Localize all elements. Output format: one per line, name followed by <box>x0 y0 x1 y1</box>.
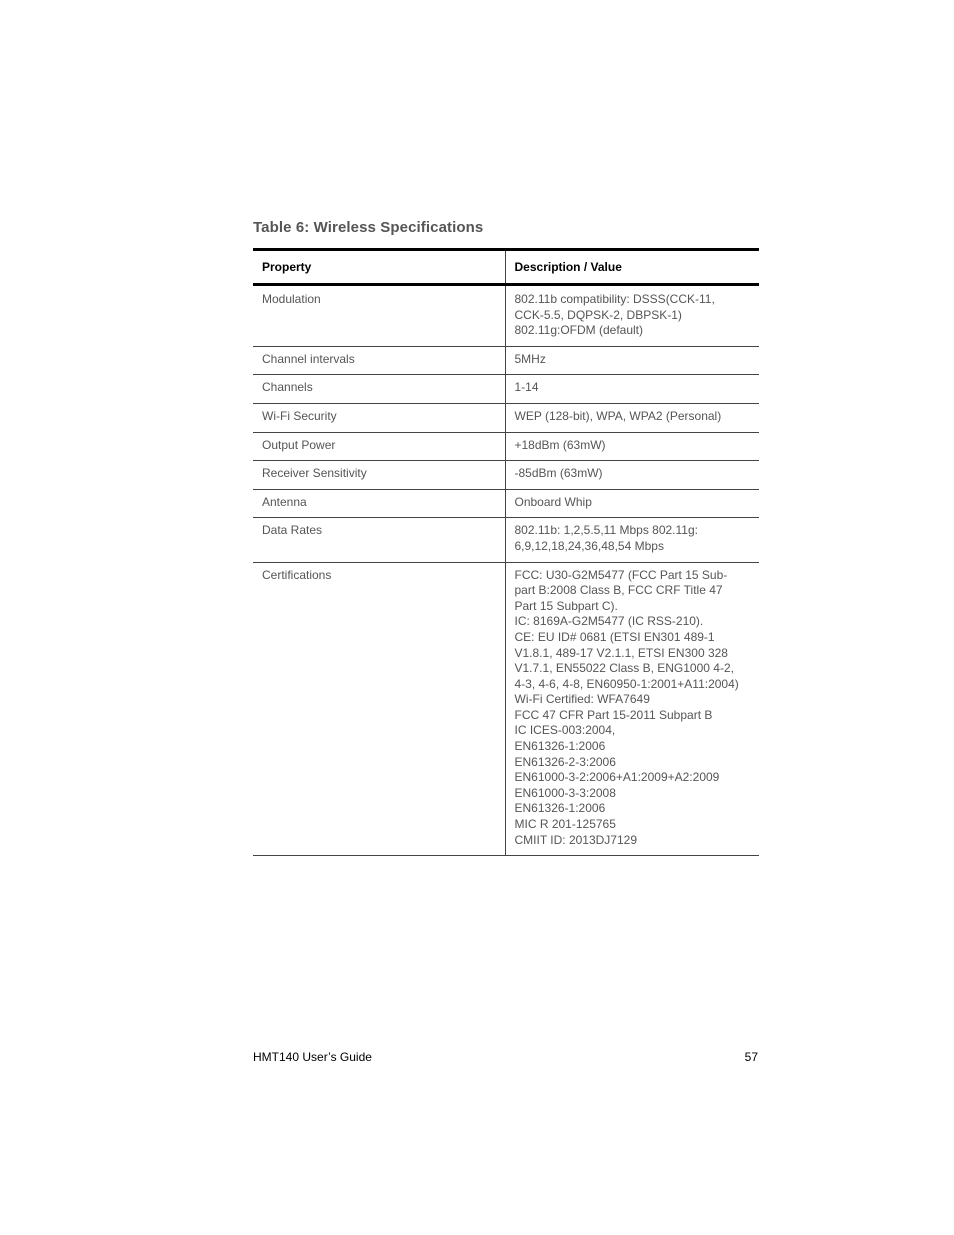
value-cell <box>505 403 759 432</box>
value-line: EN61000-3-3:2008 <box>514 785 616 800</box>
value-line: 802.11b compatibility: DSSS(CCK-11, <box>514 292 715 306</box>
value-line: CE: EU ID# 0681 (ETSI EN301 489-1 <box>514 629 715 644</box>
value-cell <box>505 375 759 404</box>
property-cell: Data Rates <box>253 518 505 562</box>
value-cell <box>505 432 759 461</box>
table-row-certifications <box>253 562 759 856</box>
footer-document-title: HMT140 User’s Guide <box>253 1050 372 1064</box>
property-cell: Certifications <box>253 562 505 856</box>
table-row-wifi-security <box>253 403 759 432</box>
table-row-receiver-sensitivity <box>253 461 759 490</box>
value-line: 802.11g:OFDM (default) <box>514 323 644 338</box>
wireless-specifications-table <box>253 248 759 856</box>
value-line: WEP (128-bit), WPA, WPA2 (Personal) <box>514 408 722 423</box>
value-cell <box>505 461 759 490</box>
column-header-property: Property <box>253 250 505 285</box>
value-line: -85dBm (63mW) <box>514 466 603 481</box>
table-body <box>253 285 759 856</box>
property-cell: Channels <box>253 375 505 404</box>
property-cell: Wi-Fi Security <box>253 403 505 432</box>
footer-page-number: 57 <box>744 1050 758 1064</box>
value-line: MIC R 201-125765 <box>514 817 616 832</box>
table-row-channel-intervals <box>253 346 759 375</box>
property-cell: Modulation <box>253 285 505 347</box>
table-caption: Table 6: Wireless Specifications <box>253 219 484 236</box>
value-cell <box>505 489 759 518</box>
table-row-channels <box>253 375 759 404</box>
value-cell <box>505 562 759 856</box>
value-line: EN61000-3-2:2006+A1:2009+A2:2009 <box>514 770 720 785</box>
value-line: part B:2008 Class B, FCC CRF Title 47 <box>514 583 723 598</box>
value-line: CCK-5.5, DQPSK-2, DBPSK-1) <box>514 307 682 322</box>
table-row-modulation <box>253 285 759 347</box>
value-cell <box>505 346 759 375</box>
property-cell: Antenna <box>253 489 505 518</box>
value-line: V1.8.1, 489-17 V2.1.1, ETSI EN300 328 <box>514 645 728 660</box>
column-header-value: Description / Value <box>514 260 622 274</box>
value-line: IC: 8169A-G2M5477 (IC RSS-210). <box>514 614 704 629</box>
value-line: IC ICES-003:2004, <box>514 723 616 738</box>
property-cell: Receiver Sensitivity <box>253 461 505 490</box>
value-line: 802.11b: 1,2,5.5,11 Mbps 802.11g: <box>514 523 698 538</box>
value-cell <box>505 518 759 562</box>
table-row-antenna <box>253 489 759 518</box>
value-line: FCC: U30-G2M5477 (FCC Part 15 Sub- <box>514 567 728 582</box>
value-line: +18dBm (63mW) <box>514 437 606 452</box>
value-line: 5MHz <box>514 351 546 366</box>
value-line: EN61326-1:2006 <box>514 739 606 754</box>
value-line: CMIIT ID: 2013DJ7129 <box>514 832 638 847</box>
value-line: 6,9,12,18,24,36,48,54 Mbps <box>514 538 664 553</box>
value-line: V1.7.1, EN55022 Class B, ENG1000 4-2, <box>514 661 734 676</box>
value-line: EN61326-1:2006 <box>514 801 606 816</box>
value-line: EN61326-2-3:2006 <box>514 754 616 769</box>
property-cell: Channel intervals <box>253 346 505 375</box>
value-line: Part 15 Subpart C). <box>514 598 618 613</box>
value-cell <box>505 285 759 347</box>
property-cell: Output Power <box>253 432 505 461</box>
value-line: FCC 47 CFR Part 15-2011 Subpart B <box>514 707 713 722</box>
value-line: Onboard Whip <box>514 494 592 509</box>
value-line: 1-14 <box>514 380 539 395</box>
table-header <box>253 250 759 285</box>
value-line: 4-3, 4-6, 4-8, EN60950-1:2001+A11:2004) <box>514 676 739 691</box>
value-line: Wi-Fi Certified: WFA7649 <box>514 692 650 707</box>
header-row <box>253 250 759 285</box>
table-row-output-power <box>253 432 759 461</box>
table-row-data-rates <box>253 518 759 562</box>
